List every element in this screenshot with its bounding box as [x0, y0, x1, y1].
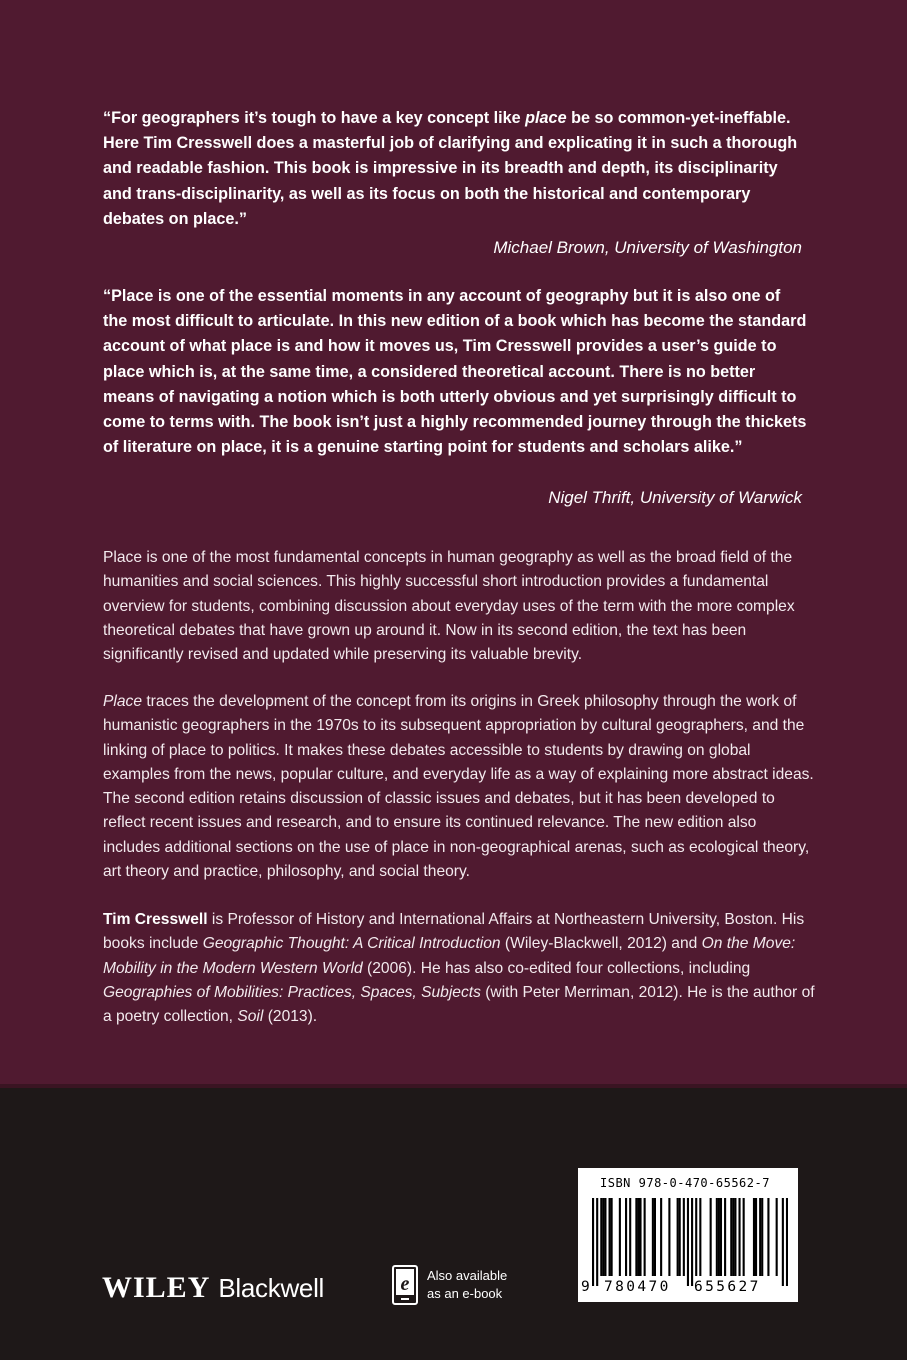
barcode-bar: [600, 1198, 602, 1276]
author-bio-text: (with Peter Merriman, 2012). He is the author of a poetry collection,: [103, 983, 815, 1026]
book-title: Geographies of Mobilities: Practices, Spaces, Subjects: [103, 983, 481, 1001]
barcode-bar: [635, 1198, 637, 1276]
barcode-bar: [738, 1198, 740, 1276]
isbn-barcode-panel: [578, 1168, 798, 1302]
barcode-bar: [652, 1198, 654, 1276]
barcode-bar: [755, 1198, 757, 1276]
barcode-guard-bar: [782, 1198, 784, 1286]
barcode-bar: [604, 1198, 606, 1276]
barcode-bar: [710, 1198, 712, 1276]
barcode-guard-bar: [596, 1198, 598, 1286]
barcode-bar: [679, 1198, 681, 1276]
barcode-bar: [743, 1198, 745, 1276]
review-quote-1: [103, 106, 808, 232]
barcode-bar: [761, 1198, 763, 1276]
blackwell-wordmark: Blackwell: [218, 1273, 325, 1303]
ebook-line-2: as an e-book: [427, 1286, 503, 1301]
svg-text:e: e: [400, 1273, 410, 1295]
description-paragraph-2-text: traces the development of the concept from its origins in Greek philosophy through the work of humanistic geographers in the 1970s to its subsequent appropriation by cultural geographers, and the linking of place to politics. It makes these debates accessible to students by drawing on global examples from the news, popular culture, and everyday life as a way of explaining more abstract ideas. The second edition retains discussion of classic issues and debates, but it has been developed to reflect recent issues and research, and to ensure its continued relevance. The new edition also includes additional sections on the use of place in non-geographical arenas, such as ecological theory, art theory and practice, philosophy, and social theory.: [103, 693, 814, 881]
barcode-guard-bar: [592, 1198, 594, 1286]
author-bio-text: is Professor of History and International Affairs at Northeastern University, Boston. His books include: [103, 911, 805, 953]
barcode-bar: [732, 1198, 734, 1276]
description-paragraph-2: [103, 690, 815, 884]
author-bio-text: (2006). He has also co-edited four collections, including: [362, 959, 751, 977]
barcode-guard-bar: [786, 1198, 788, 1286]
review-quote-2: “Place is one of the essential moments in any account of geography but it is also one of the most difficult to articulate. In this new edition of a book which has become the standard account of what place is and how it moves us, Tim Cresswell provides a user’s guide to place which is, at the same time, a considered theoretical account. There is no better means of navigating a notion which is both utterly obvious and yet surprisingly difficult to come to terms with. The book isn’t just a highly recommended journey through the thickets of literature on place, it is a genuine starting point for students and scholars alike.”: [103, 287, 807, 457]
barcode-bar: [718, 1198, 720, 1276]
barcode-bar: [654, 1198, 656, 1276]
barcode-bar: [683, 1198, 685, 1276]
ebook-icon: [392, 1265, 418, 1305]
book-title: Soil: [237, 1008, 264, 1026]
review-quote-1-text-a: “For geographers it’s tough to have a key concept like: [103, 109, 526, 127]
book-title: Geographic Thought: A Critical Introduction: [202, 935, 501, 953]
barcode-bar: [619, 1198, 621, 1276]
ebook-availability-note: [427, 1267, 507, 1303]
description-title-emphasis: Place: [103, 693, 143, 710]
wiley-wordmark: WILEY: [102, 1271, 211, 1304]
barcode-bar: [699, 1198, 701, 1276]
barcode-bar: [637, 1198, 639, 1276]
barcode-bar: [629, 1198, 631, 1276]
ebook-line-1: Also available: [427, 1268, 508, 1283]
barcode-bar: [716, 1198, 718, 1276]
barcode-bar: [625, 1198, 627, 1276]
barcode-bar: [639, 1198, 641, 1276]
review-attribution-1: Michael Brown, University of Washington: [493, 238, 802, 257]
author-bio: [103, 908, 815, 1029]
barcode-bar: [668, 1198, 670, 1276]
book-title: On the Move: Mobility in the Modern Western World: [103, 935, 796, 977]
barcode-bar: [724, 1198, 726, 1276]
review-quote-1-emphasis: place: [525, 109, 567, 127]
barcode-bar: [753, 1198, 755, 1276]
barcode-bar: [767, 1198, 769, 1276]
review-quote-1-text-b: be so common-yet-ineffable. Here Tim Cresswell does a masterful job of clarifying and explicating it in such a thorough and readable fashion. This book is impressive in its breadth and depth, its disciplinarity and trans-disciplinarity, as well as its focus on both the historical and contemporary debates on place.”: [103, 109, 798, 228]
publisher-logo: [102, 1271, 324, 1305]
barcode-bar: [720, 1198, 722, 1276]
isbn-digits-right: 655627: [694, 1279, 761, 1295]
isbn-digit-first: 9: [581, 1279, 590, 1295]
author-name: Tim Cresswell: [103, 911, 208, 928]
author-bio-text: (Wiley-Blackwell, 2012) and: [500, 935, 702, 953]
barcode-bar: [644, 1198, 646, 1276]
barcode-bar: [695, 1198, 697, 1276]
barcode-bar: [734, 1198, 736, 1276]
isbn-digits-left: 780470: [604, 1279, 671, 1295]
ean13-barcode: [592, 1198, 788, 1290]
barcode-bar: [730, 1198, 732, 1276]
barcode-bar: [759, 1198, 761, 1276]
barcode-bar: [602, 1198, 604, 1276]
barcode-guard-bar: [691, 1198, 693, 1286]
barcode-bar: [611, 1198, 613, 1276]
author-bio-text: (2013).: [263, 1008, 318, 1026]
review-attribution-2: Nigel Thrift, University of Warwick: [548, 488, 802, 507]
barcode-guard-bar: [687, 1198, 689, 1286]
barcode-bar: [677, 1198, 679, 1276]
barcode-bar: [776, 1198, 778, 1276]
description-paragraph-1: Place is one of the most fundamental concepts in human geography as well as the broad field of the humanities and social sciences. This highly successful short introduction provides a fundamental overview for students, combining discussion about everyday uses of the term with the more complex theoretical debates that have grown up around it. Now in its second edition, the text has been significantly revised and updated while preserving its valuable brevity.: [103, 549, 795, 664]
barcode-bar: [609, 1198, 611, 1276]
barcode-bar: [660, 1198, 662, 1276]
isbn-label: ISBN 978-0-470-65562-7: [600, 1176, 770, 1190]
